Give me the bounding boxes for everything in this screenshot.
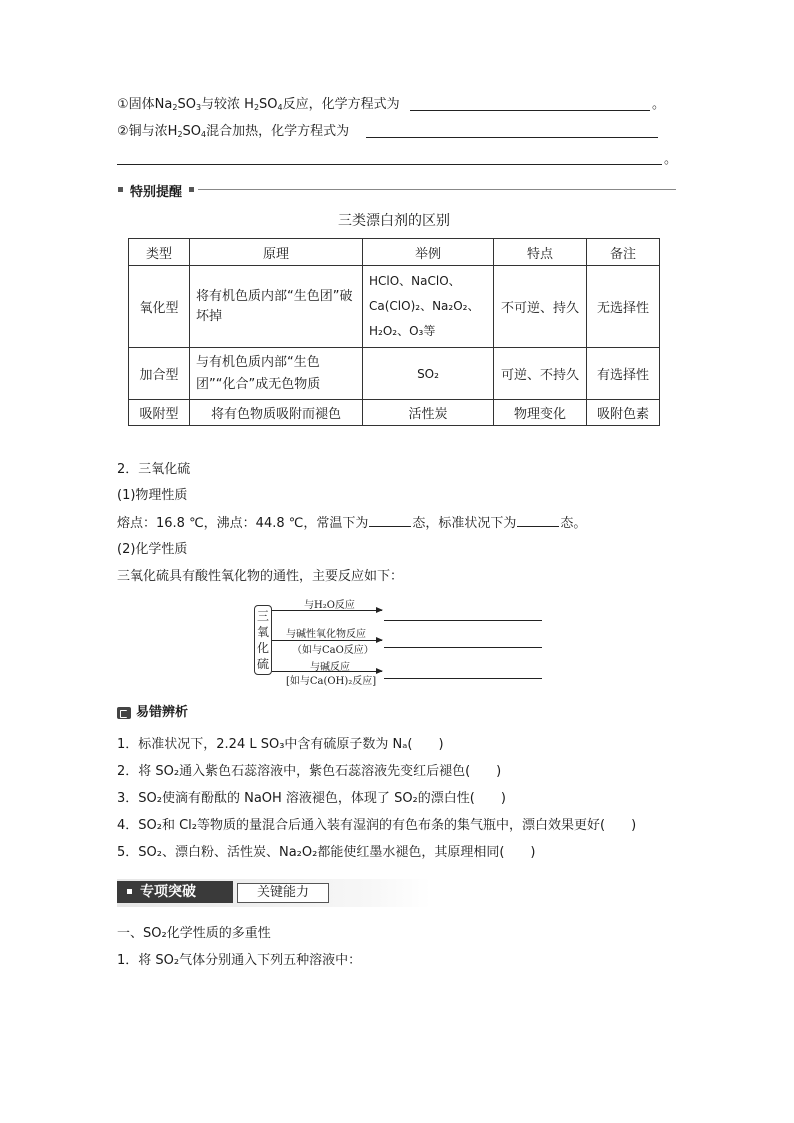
- answer-blank[interactable]: [369, 514, 411, 527]
- question-text: 1．将 SO₂气体分别通入下列五种溶液中：: [117, 953, 362, 968]
- table-cell: 有选择性: [587, 348, 660, 400]
- banner-dark-label: [117, 881, 233, 903]
- subsection-title: (2)化学性质: [117, 542, 188, 557]
- question-2: [117, 123, 349, 144]
- error-analysis-title: 易错辨析: [136, 705, 189, 720]
- answer-blank[interactable]: [517, 514, 559, 527]
- reaction-label: [如与Ca(OH)₂反应]: [286, 676, 377, 687]
- question-1: [117, 96, 400, 117]
- q1-text: SO: [177, 97, 196, 112]
- table-cell: 与有机色质内部“生色团”“化合”成无色物质: [190, 348, 363, 400]
- q2-text: ②铜与浓H: [117, 124, 178, 139]
- table-row: [129, 266, 660, 348]
- q1-sub: 2: [253, 103, 260, 112]
- table-cell: 无选择性: [587, 266, 660, 348]
- q1-text: SO: [259, 97, 278, 112]
- text: 态，标准状况下为: [412, 516, 517, 531]
- table-header: 备注: [587, 239, 660, 266]
- text: 态。: [560, 516, 587, 531]
- banner-dark-text: 专项突破: [140, 884, 196, 900]
- reminder-title: 特别提醒: [130, 185, 183, 200]
- table-cell: 吸附型: [129, 400, 190, 426]
- q1-text: ①固体Na: [117, 97, 173, 112]
- period: 。: [652, 97, 666, 112]
- physical-properties: [117, 514, 586, 533]
- list-item: 4．SO₂和 Cl₂等物质的量混合后通入装有湿润的有色布条的集气瓶中，漂白效果更好( ): [117, 818, 637, 833]
- table-header: 特点: [494, 239, 587, 266]
- square-icon: [118, 187, 123, 192]
- q1-text: 与较浓 H: [201, 97, 254, 112]
- table-header: 举例: [363, 239, 494, 266]
- list-item: 1．标准状况下，2.24 L SO₃中含有硫原子数为 Nₐ( ): [117, 737, 444, 752]
- answer-line[interactable]: [117, 164, 662, 165]
- table-cell: 将有机色质内部“生色团”破坏掉: [190, 266, 363, 348]
- so3-reaction-diagram: [252, 600, 552, 687]
- table-header: 原理: [190, 239, 363, 266]
- list-item: 2．将 SO₂通入紫色石蕊溶液中，紫色石蕊溶液先变红后褪色( ): [117, 764, 502, 779]
- answer-line[interactable]: [366, 137, 658, 138]
- q1-sub: 2: [172, 103, 178, 112]
- reaction-label: 与碱性氧化物反应: [286, 629, 366, 640]
- period: 。: [664, 152, 678, 167]
- table-cell: 可逆、不持久: [494, 348, 587, 400]
- reminder-heading: [118, 182, 676, 198]
- table-row: [129, 400, 660, 426]
- section-banner: [117, 877, 431, 907]
- reaction-label: 与H₂O反应: [304, 600, 355, 611]
- q1-text: 反应，化学方程式为: [282, 97, 400, 112]
- square-icon: [127, 889, 132, 894]
- table-header-row: [129, 239, 660, 266]
- text: 熔点：16.8 ℃，沸点：44.8 ℃，常温下为: [117, 516, 369, 531]
- q1-sub: 3: [195, 103, 202, 112]
- chem-properties-text: 三氧化硫具有酸性氧化物的通性，主要反应如下：: [117, 569, 404, 584]
- banner-light-label: 关键能力: [237, 883, 329, 903]
- bleach-comparison-table: [128, 238, 660, 426]
- section-title: 2．三氧化硫: [117, 462, 191, 477]
- answer-line[interactable]: [384, 620, 542, 621]
- table-cell: 物理变化: [494, 400, 587, 426]
- reaction-label: （如与CaO反应）: [292, 645, 374, 656]
- answer-line[interactable]: [384, 678, 542, 679]
- q1-sub: 4: [277, 103, 283, 112]
- arrow-icon: [272, 610, 382, 611]
- reaction-label: 与碱反应: [310, 662, 350, 673]
- table-cell: 加合型: [129, 348, 190, 400]
- q2-text: 混合加热，化学方程式为: [206, 124, 350, 139]
- table-cell: 氧化型: [129, 266, 190, 348]
- table-cell: 吸附色素: [587, 400, 660, 426]
- error-analysis-icon: [117, 707, 131, 719]
- q2-sub: 2: [177, 130, 183, 139]
- table-row: [129, 348, 660, 400]
- divider: [198, 189, 676, 190]
- table-cell: 不可逆、持久: [494, 266, 587, 348]
- square-icon: [189, 187, 194, 192]
- table-header: 类型: [129, 239, 190, 266]
- list-item: 3．SO₂使滴有酚酞的 NaOH 溶液褪色，体现了 SO₂的漂白性( ): [117, 791, 506, 806]
- table-cell: 活性炭: [363, 400, 494, 426]
- answer-line[interactable]: [410, 110, 650, 111]
- so3-label-box: 三氧化硫: [254, 605, 272, 675]
- part-title: 一、SO₂化学性质的多重性: [117, 926, 271, 941]
- subsection-title: (1)物理性质: [117, 488, 188, 503]
- list-item: 5．SO₂、漂白粉、活性炭、Na₂O₂都能使红墨水褪色，其原理相同( ): [117, 845, 536, 860]
- q2-sub: 4: [201, 130, 207, 139]
- table-caption: 三类漂白剂的区别: [338, 213, 450, 229]
- table-cell: 将有色物质吸附而褪色: [190, 400, 363, 426]
- q2-text: SO: [182, 124, 202, 139]
- answer-line[interactable]: [384, 647, 542, 648]
- table-cell: SO₂: [363, 348, 494, 400]
- table-cell: HClO、NaClO、Ca(ClO)₂、Na₂O₂、H₂O₂、O₃等: [363, 266, 494, 348]
